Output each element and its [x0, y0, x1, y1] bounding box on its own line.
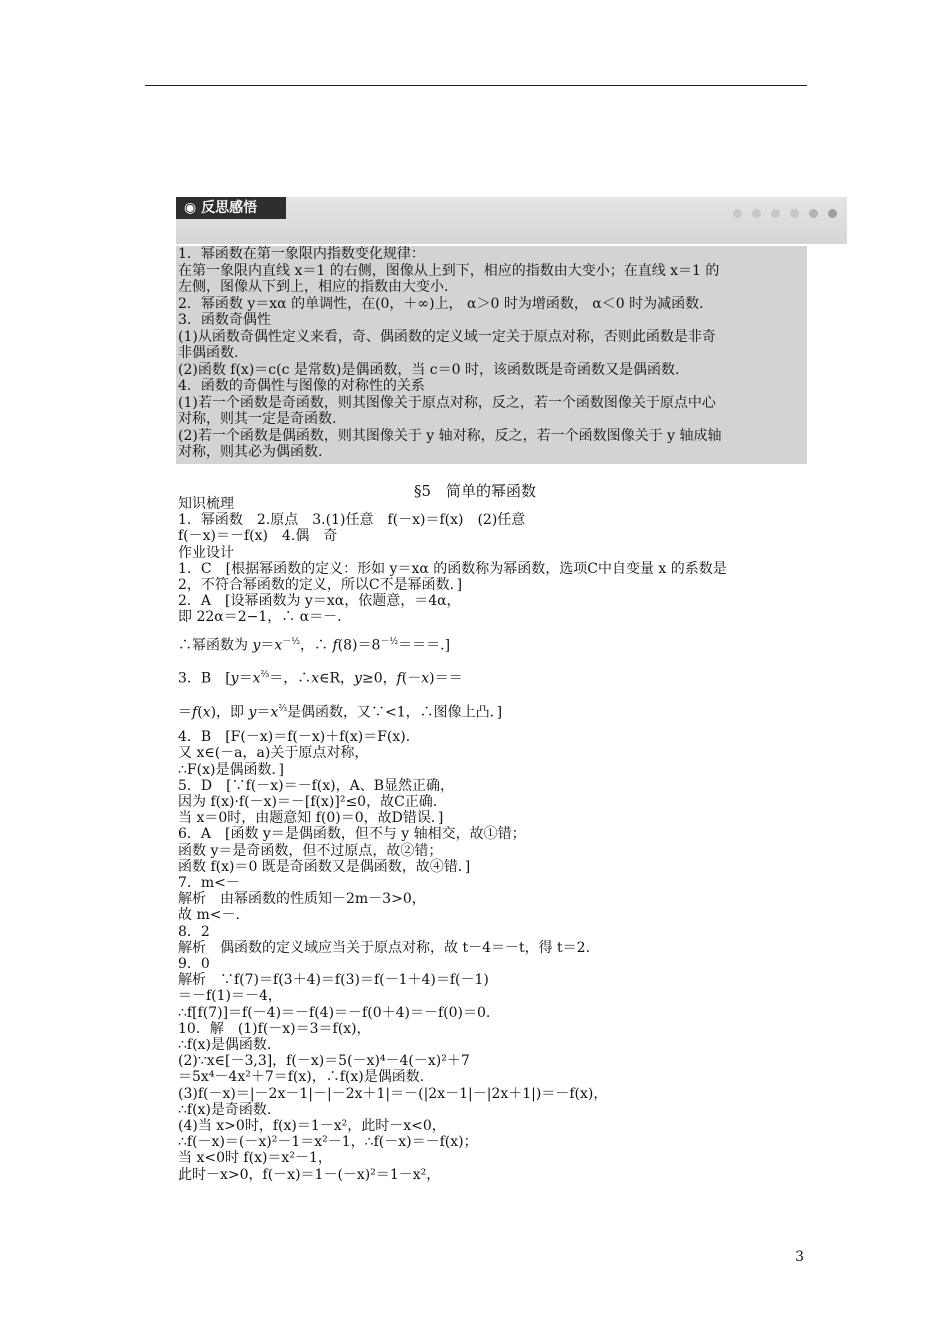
summary-line: 对称，则其必为偶函数. — [178, 444, 323, 460]
answer-line: 知识梳理 — [178, 496, 234, 512]
answer-line: ＝5x⁴－4x²＋7＝f(x)，∴f(x)是偶函数. — [178, 1069, 425, 1086]
answer-line: 因为 f(x)·f(－x)＝－[f(x)]²≤0，故C正确. — [178, 794, 438, 811]
answer-line: (2)∵x∈[－3,3]，f(－x)＝5(－x)⁴－4(－x)²＋7 — [178, 1053, 470, 1070]
answer-line: 1．C [根据幂函数的定义：形如 y＝xα 的函数称为幂函数，选项C中自变量 x 的系数是 — [178, 560, 727, 577]
answer-line: ∴f(x)是奇函数. — [178, 1101, 272, 1118]
answer-line: (3)f(－x)＝|－2x－1|－|－2x＋1|＝－(|2x－1|－|2x＋1|)＝－f(x)， — [178, 1085, 608, 1102]
answer-line: ∴f[f(7)]＝f(－4)＝－f(4)＝－f(0＋4)＝－f(0)＝0. — [178, 1004, 491, 1021]
answer-line: 7．m<－ — [178, 875, 240, 892]
answer-3-line-1: 3．B [$y=x^{\frac{2}{3}}=$，∴x∈R，y≥0，f(－x)＝＝ — [178, 670, 463, 688]
answer-line: 解析 偶函数的定义域应当关于原点对称，故 t－4＝－t，得 t＝2. — [178, 939, 591, 956]
answer-line: ∴f(－x)＝(－x)²－1＝x²－1，∴f(－x)＝－f(x)； — [178, 1134, 478, 1151]
answer-line: 解析 由幂函数的性质知－2m－3>0， — [178, 891, 426, 908]
summary-line: (2)若一个函数是偶函数，则其图像关于 y 轴对称，反之，若一个函数图像关于 y 轴成轴 — [178, 427, 722, 444]
reflection-banner — [176, 197, 847, 244]
answer-body — [178, 496, 810, 1183]
summary-line: 2．幂函数 y＝xα 的单调性，在(0，＋∞)上， α＞0 时为增函数， α＜0 时为减函数. — [178, 295, 704, 312]
summary-line: (1)若一个函数是奇函数，则其图像关于原点对称，反之，若一个函数图像关于原点中心 — [178, 394, 716, 411]
answer-line: (4)当 x>0时，f(x)＝1－x²，此时－x<0， — [178, 1118, 446, 1135]
answer-3-line-2: ＝f(x)，即 $y=x^{\frac{2}{3}}$是偶函数，又∵<1，∴图像上凸．] — [178, 704, 503, 721]
answer-line: 6．A [函数 y＝是偶函数，但不与 y 轴相交，故①错； — [178, 826, 526, 843]
summary-line: 非偶函数. — [178, 345, 239, 361]
answer-line: 即 22α＝2−1，∴ α＝－. — [178, 609, 342, 626]
banner-tag: ◉ 反思感悟 — [176, 197, 286, 219]
summary-line: (2)函数 f(x)＝c(c 是常数)是偶函数，当 c＝0 时，该函数既是奇函数又是偶函数. — [178, 361, 680, 378]
summary-line: (1)从函数奇偶性定义来看，奇、偶函数的定义域一定关于原点对称，否则此函数是非奇 — [178, 328, 716, 345]
answer-line: ∴f(x)是偶函数. — [178, 1037, 272, 1054]
answer-line: 2．A [设幂函数为 y＝xα，依题意，＝4α， — [178, 593, 461, 610]
answer-line: 当 x<0时 f(x)＝x²－1， — [178, 1150, 332, 1167]
summary-line: 在第一象限内直线 x＝1 的右侧，图像从上到下，相应的指数由大变小；在直线 x＝1 的 — [178, 262, 720, 279]
answer-line: 9．0 — [178, 956, 210, 973]
summary-line: 3．函数奇偶性 — [178, 312, 271, 328]
header-rule — [145, 85, 807, 86]
power-function-line: ∴幂函数为 $y=x^{-\frac{1}{2}}$，∴ $f(8)=8^{-\frac{1}{2}}===$.] — [178, 636, 451, 654]
answer-line: 作业设计 — [178, 544, 234, 561]
answer-line: 又 x∈(－a，a)关于原点对称， — [178, 745, 369, 762]
summary-line: 4．函数的奇偶性与图像的对称性的关系 — [178, 378, 425, 394]
answer-line: 5．D [∵f(－x)＝－f(x)，A、B显然正确， — [178, 777, 454, 794]
answer-line: 函数 y＝是奇函数，但不过原点，故②错； — [178, 842, 443, 859]
answer-line: 4．B [F(－x)＝f(－x)＋f(x)＝F(x)． — [178, 729, 420, 746]
reflection-summary — [176, 246, 807, 464]
answer-line: 1．幂函数 2.原点 3.(1)任意 f(－x)＝f(x) (2)任意 — [178, 512, 526, 529]
summary-line: 1．幂函数在第一象限内指数变化规律： — [178, 246, 425, 262]
answer-line: f(－x)＝－f(x) 4.偶 奇 — [178, 528, 338, 545]
answer-line: 解析 ∵f(7)＝f(3＋4)＝f(3)＝f(－1＋4)＝f(－1) — [178, 972, 489, 989]
section-title: §5 简单的幂函数 — [413, 482, 537, 500]
answer-line: 2，不符合幂函数的定义，所以C不是幂函数．] — [178, 577, 463, 594]
answer-line: 当 x＝0时，由题意知 f(0)＝0，故D错误．] — [178, 810, 444, 827]
page-number: 3 — [795, 1249, 804, 1265]
summary-line: 对称，则其一定是奇函数. — [178, 411, 337, 427]
answer-line: ∴F(x)是偶函数．] — [178, 761, 284, 778]
answer-line: 函数 f(x)＝0 既是奇函数又是偶函数，故④错．] — [178, 858, 471, 875]
answer-line: 此时－x>0，f(－x)＝1－(－x)²＝1－x²， — [178, 1166, 441, 1183]
answer-line: 10．解 (1)f(－x)＝3＝f(x)， — [178, 1020, 371, 1037]
summary-line: 左侧，图像从下到上，相应的指数由大变小. — [178, 279, 449, 295]
answer-line: 故 m<－. — [178, 907, 240, 924]
banner-dots — [723, 203, 837, 222]
answer-line: ＝－f(1)＝－4， — [178, 988, 282, 1005]
answer-line: 8．2 — [178, 923, 210, 940]
